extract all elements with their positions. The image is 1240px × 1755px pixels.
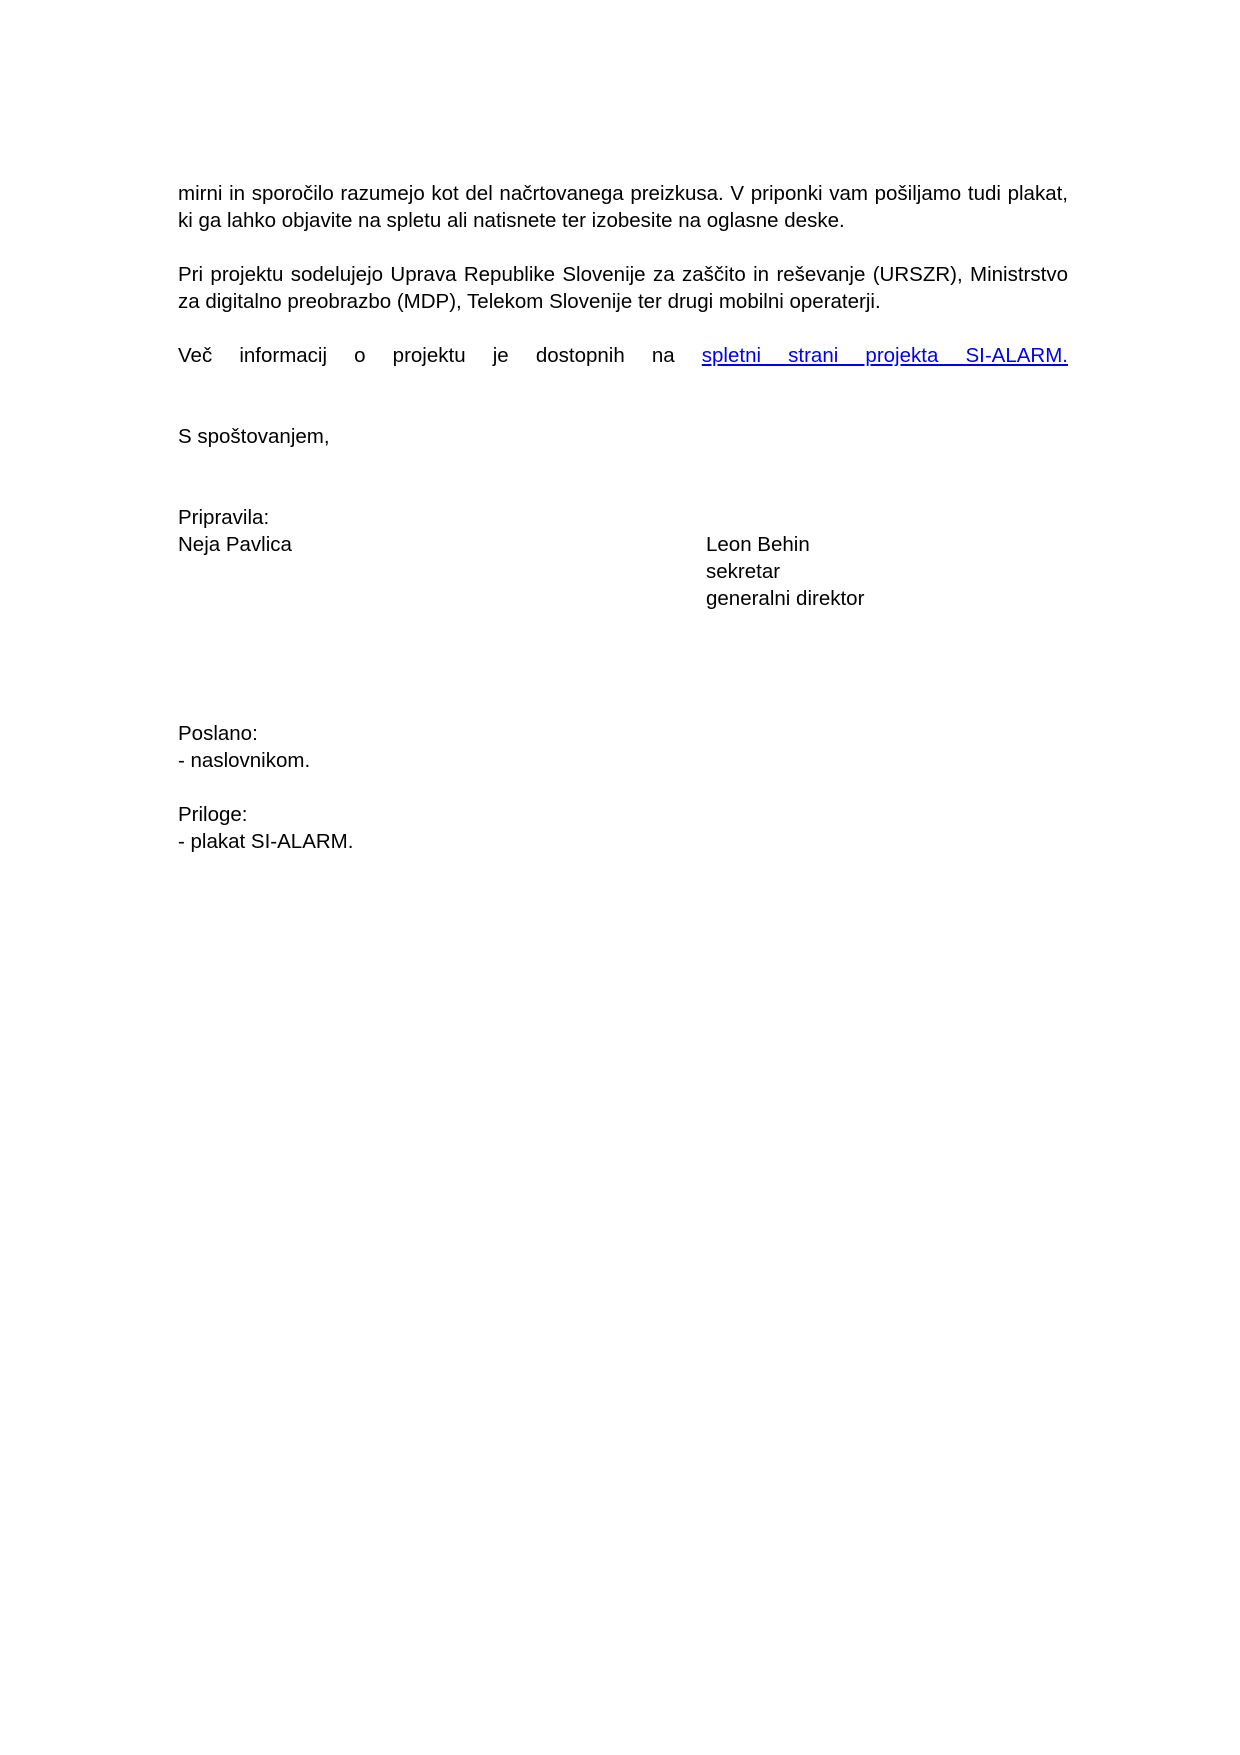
signer-title-secretary: sekretar (706, 560, 781, 583)
signer-title-director: generalni direktor (706, 587, 865, 610)
prepared-by-name: Neja Pavlica (178, 533, 292, 556)
paragraph-more-info (178, 342, 1068, 369)
prepared-by (178, 504, 292, 558)
sent-item: - naslovnikom. (178, 749, 311, 772)
paragraph-test-notice: mirni in sporočilo razumejo kot del načrtovanega preizkusa. V priponki vam pošiljamo tudi plakat, ki ga lahko objavite na spletu ali natisnete ter izobesite na oglasne deske. (178, 182, 1068, 232)
project-website-link[interactable]: spletni strani projekta SI-ALARM. (701, 344, 1068, 367)
more-info-text: Več informacij o projektu je dostopnih na (178, 344, 702, 367)
signer-name: Leon Behin (706, 533, 810, 556)
signature-block (178, 504, 1068, 612)
paragraph-project-partners: Pri projektu sodelujejo Uprava Republike Slovenije za zaščito in reševanje (URSZR), Ministrstvo za digitalno preobrazbo (MDP), Telekom Slovenije ter drugi mobilni operaterji. (178, 263, 1068, 313)
closing-salutation: S spoštovanjem, (178, 425, 330, 448)
sent-label: Poslano: (178, 722, 258, 745)
attachments-item: - plakat SI-ALARM. (178, 830, 354, 853)
attachments-label: Priloge: (178, 803, 248, 826)
prepared-by-label: Pripravila: (178, 506, 270, 529)
letter-body (178, 180, 1068, 855)
signer (706, 531, 864, 612)
